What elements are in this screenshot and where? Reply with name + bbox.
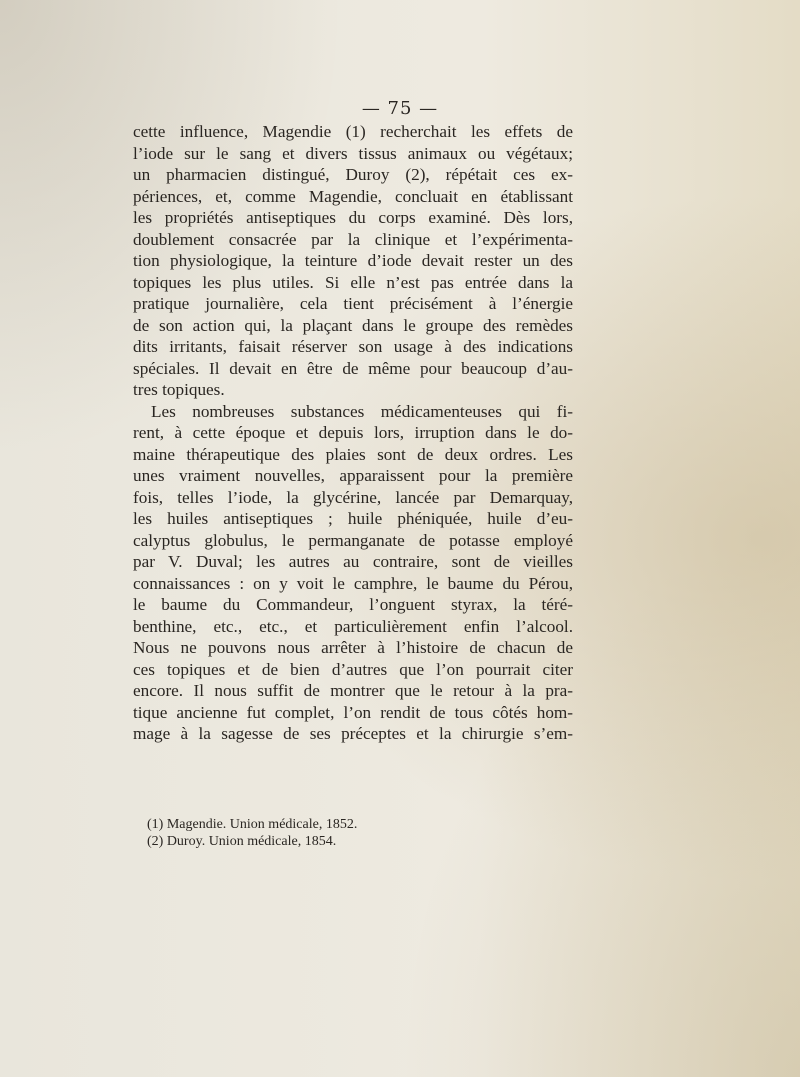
text-line: doublement consacrée par la clinique et l’expérimenta- [133, 229, 573, 249]
text-line: cette influence, Magendie (1) recherchait les effets de [133, 122, 573, 141]
text-line: tion physiologique, la teinture d’iode devait rester un des [133, 251, 573, 270]
text-line: mage à la sagesse de ses préceptes et la chirurgie s’em- [133, 724, 573, 743]
text-line: un pharmacien distingué, Duroy (2), répétait ces ex- [133, 165, 573, 184]
text-line: maine thérapeutique des plaies sont de deux ordres. Les [133, 444, 573, 464]
page-number: — 75 — [361, 98, 439, 119]
text-line: les propriétés antiseptiques du corps examiné. Dès lors, [133, 208, 573, 227]
text-line: fois, telles l’iode, la glycérine, lancée par Demarquay, [133, 487, 573, 507]
text-line: dits irritants, faisait réserver son usage à des indications [133, 337, 573, 356]
text-line: le baume du Commandeur, l’onguent styrax, la téré- [133, 595, 573, 614]
body-text [133, 121, 573, 745]
text-line: spéciales. Il devait en être de même pour beaucoup d’au- [133, 358, 573, 378]
text-line: rent, à cette époque et depuis lors, irruption dans le do- [133, 423, 573, 442]
text-line: périences, et, comme Magendie, concluait en établissant [133, 186, 573, 206]
paragraph-last-line: tres topiques. [133, 380, 225, 399]
text-line: unes vraiment nouvelles, apparaissent pour la première [133, 466, 573, 485]
text-line: ces topiques et de bien d’autres que l’on pourrait citer [133, 659, 573, 679]
text-line: par V. Duval; les autres au contraire, sont de vieilles [133, 552, 573, 571]
text-line: tique ancienne fut complet, l’on rendit de tous côtés hom- [133, 702, 573, 722]
paragraph-first-line: Les nombreuses substances médicamenteuses qui fi- [151, 401, 573, 421]
text-line: topiques les plus utiles. Si elle n’est pas entrée dans la [133, 272, 573, 292]
text-line: calyptus globulus, le permanganate de potasse employé [133, 530, 573, 550]
text-line: les huiles antiseptiques ; huile phéniquée, huile d’eu- [133, 509, 573, 528]
footnote: (1) Magendie. Union médicale, 1852. [147, 817, 358, 832]
text-line: l’iode sur le sang et divers tissus animaux ou végétaux; [133, 143, 573, 163]
footnote: (2) Duroy. Union médicale, 1854. [147, 834, 337, 849]
footnotes [133, 816, 573, 850]
text-line: encore. Il nous suffit de montrer que le retour à la pra- [133, 681, 573, 700]
text-line: connaissances : on y voit le camphre, le baume du Pérou, [133, 573, 573, 593]
text-line: Nous ne pouvons nous arrêter à l’histoire de chacun de [133, 638, 573, 657]
text-line: de son action qui, la plaçant dans le groupe des remèdes [133, 315, 573, 335]
text-line: pratique journalière, cela tient précisément à l’énergie [133, 294, 573, 313]
text-line: benthine, etc., etc., et particulièrement enfin l’alcool. [133, 616, 573, 636]
